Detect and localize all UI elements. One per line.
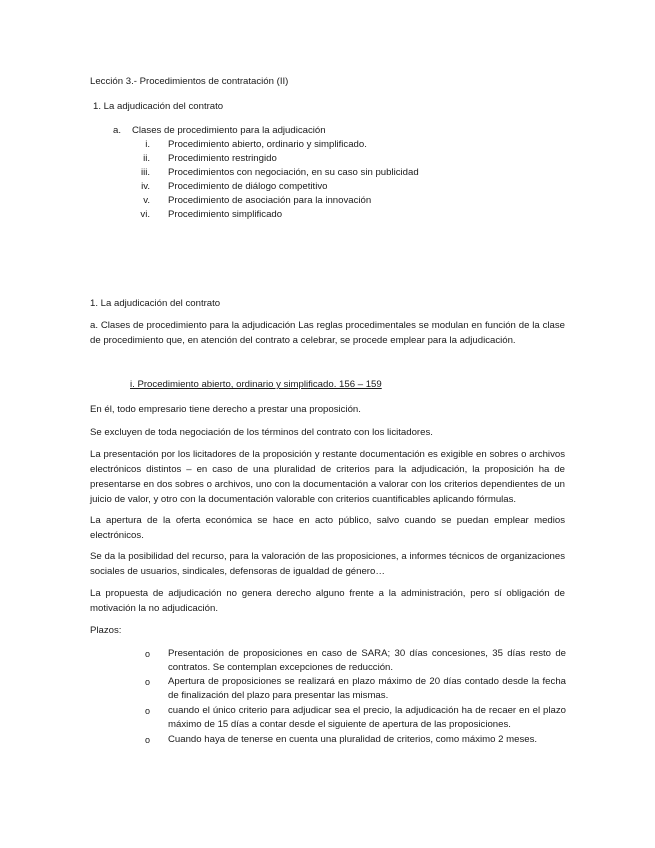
- paragraph: La propuesta de adjudicación no genera derecho alguno frente a la administración, pero sí obligación de motivación la no adjudicación.: [90, 588, 565, 614]
- outline-item-marker: vi.: [140, 209, 150, 220]
- bullet-item: Apertura de proposiciones se realizará en plazo máximo de 20 días contado desde la fecha de finalización del plazo para presentar las mismas.: [168, 676, 566, 702]
- bullet-item: cuando el único criterio para adjudicar sea el precio, la adjudicación ha de recaer en el plazo máximo de 15 días a contar desde el siguiente de apertura de las proposiciones.: [168, 705, 566, 731]
- outline-subsection-marker: a.: [113, 125, 122, 136]
- lesson-title: Lección 3.- Procedimientos de contratación (II): [90, 76, 289, 87]
- outline-section-heading: 1. La adjudicación del contrato: [93, 101, 224, 112]
- bullet-item: Cuando haya de tenerse en cuenta una pluralidad de criterios, como máximo 2 meses.: [168, 734, 538, 745]
- plazos-label: Plazos:: [90, 625, 122, 636]
- paragraph: Se da la posibilidad del recurso, para la valoración de las proposiciones, a informes técnicos de organizaciones sociales de usuarios, sindicales, defensoras de igualdad de género…: [90, 551, 565, 577]
- bullet-marker: o: [145, 677, 151, 687]
- outline-item: Procedimiento restringido: [168, 153, 277, 164]
- procedure-subheading: i. Procedimiento abierto, ordinario y simplificado. 156 – 159: [130, 379, 382, 390]
- paragraph: La apertura de la oferta económica se hace en acto público, salvo cuando se puedan emplear medios electrónicos.: [90, 515, 565, 541]
- body-section-heading: 1. La adjudicación del contrato: [90, 298, 221, 309]
- outline-item: Procedimiento abierto, ordinario y simplificado.: [168, 139, 367, 150]
- outline-item: Procedimientos con negociación, en su caso sin publicidad: [168, 167, 419, 178]
- intro-paragraph: a. Clases de procedimiento para la adjudicación Las reglas procedimentales se modulan en función de la clase de procedimiento que, en atención del contrato a celebrar, se procede emplear para la adjudicación.: [90, 320, 565, 346]
- paragraph: Se excluyen de toda negociación de los términos del contrato con los licitadores.: [90, 427, 433, 438]
- outline-item: Procedimiento simplificado: [168, 209, 283, 220]
- paragraph: La presentación por los licitadores de la proposición y restante documentación es exigible en sobres o archivos electrónicos distintos – en caso de una pluralidad de criterios para la adjudicación, la proposición ha de presentarse en dos sobres o archivos, uno con la documentación a valorar con los criterios dependientes de un juicio de valor, y otro con la documentación valorable con criterios cuantificables aplicando fórmulas.: [90, 449, 565, 505]
- outline-item-marker: iv.: [141, 181, 150, 192]
- paragraph: En él, todo empresario tiene derecho a prestar una proposición.: [90, 404, 361, 415]
- outline-item-marker: iii.: [140, 167, 150, 178]
- outline-item: Procedimiento de diálogo competitivo: [168, 181, 328, 192]
- outline-item-marker: i.: [145, 139, 150, 150]
- bullet-item: Presentación de proposiciones en caso de SARA; 30 días concesiones, 35 días resto de contratos. Se contemplan excepciones de reducción.: [168, 648, 566, 674]
- bullet-marker: o: [145, 735, 151, 745]
- outline-item: Procedimiento de asociación para la innovación: [168, 195, 372, 206]
- outline-item-marker: ii.: [143, 153, 150, 164]
- bullet-marker: o: [145, 649, 151, 659]
- outline-item-marker: v.: [143, 195, 150, 206]
- bullet-marker: o: [145, 706, 151, 716]
- outline-subsection-title: Clases de procedimiento para la adjudicación: [132, 125, 326, 136]
